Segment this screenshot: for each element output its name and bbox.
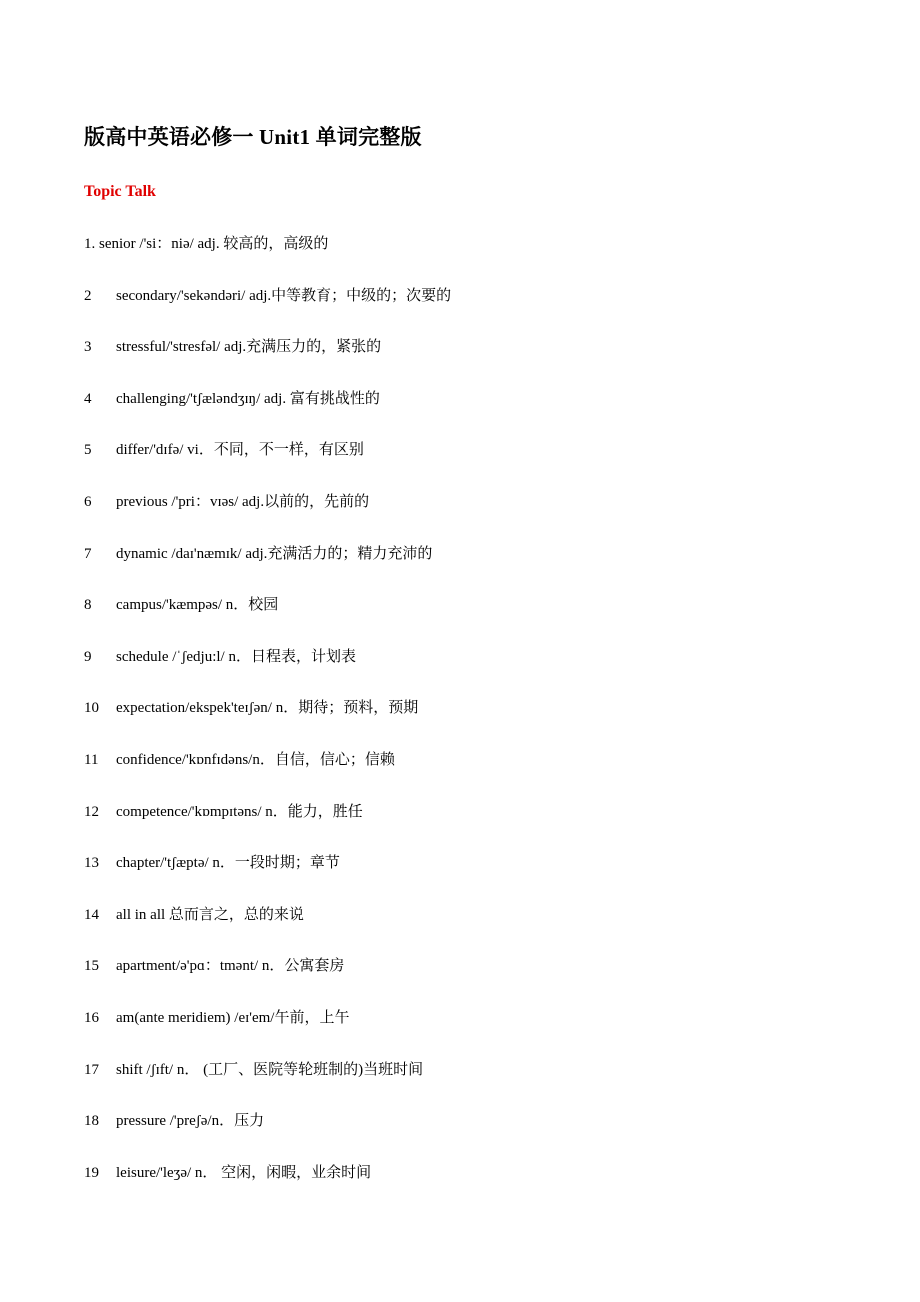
entry-text: dynamic /daɪ'næmɪk/ adj.充满活力的；精力充沛的 <box>116 545 433 562</box>
entry-text: stressful/'stresfəl/ adj.充满压力的，紧张的 <box>116 339 382 356</box>
list-item <box>84 285 884 337</box>
vocabulary-list <box>84 233 884 1213</box>
list-item <box>84 904 884 956</box>
entry-number: 5 <box>84 442 92 459</box>
entry-text: secondary/'sekəndəri/ adj.中等教育；中级的；次要的 <box>116 287 452 304</box>
document-title: 版高中英语必修一 Unit1 单词完整版 <box>84 125 422 149</box>
entry-number: 13 <box>84 855 99 872</box>
entry-number: 9 <box>84 648 92 665</box>
entry-number: 11 <box>84 751 99 768</box>
entry-number: 18 <box>84 1113 99 1130</box>
entry-number: 10 <box>84 700 99 717</box>
entry-text: shift /ʃɪft/ n． (工厂、医院等轮班制的)当班时间 <box>116 1061 424 1078</box>
list-item <box>84 439 884 491</box>
list-item <box>84 336 884 388</box>
entry-text: differ/'dɪfə/ vi．不同，不一样，有区别 <box>116 442 364 459</box>
entry-text: chapter/'tʃæptə/ n．一段时期；章节 <box>116 855 340 872</box>
entry-number: 8 <box>84 597 92 614</box>
entry-text: previous /'pri：vɪəs/ adj.以前的，先前的 <box>116 493 370 510</box>
list-item <box>84 491 884 543</box>
list-item <box>84 543 884 595</box>
entry-text: confidence/'kɒnfɪdəns/n．自信，信心；信赖 <box>116 751 395 768</box>
list-item <box>84 594 884 646</box>
section-heading: Topic Talk <box>84 183 156 200</box>
entry-text: leisure/'leʒə/ n． 空闲，闲暇，业余时间 <box>116 1164 372 1181</box>
entry-number: 19 <box>84 1164 99 1181</box>
entry-number: 6 <box>84 493 92 510</box>
entry-number: 15 <box>84 958 99 975</box>
entry-text: challenging/'tʃæləndʒɪŋ/ adj. 富有挑战性的 <box>116 390 380 407</box>
entry-number: 12 <box>84 803 99 820</box>
list-item <box>84 1007 884 1059</box>
list-item <box>84 233 884 285</box>
list-item <box>84 388 884 440</box>
entry-text: am(ante meridiem) /eɪ'em/午前，上午 <box>116 1009 350 1026</box>
list-item <box>84 697 884 749</box>
entry-text: apartment/ə'pɑ：tmənt/ n．公寓套房 <box>116 958 345 975</box>
entry-text: schedule /ˈʃedju:l/ n．日程表，计划表 <box>116 648 356 665</box>
entry-number: 2 <box>84 287 92 304</box>
list-item <box>84 1162 884 1214</box>
entry-number: 14 <box>84 906 99 923</box>
list-item <box>84 1110 884 1162</box>
list-item <box>84 801 884 853</box>
entry-number: 7 <box>84 545 92 562</box>
entry-text: all in all 总而言之，总的来说 <box>116 906 304 923</box>
entry-text: pressure /'preʃə/n．压力 <box>116 1113 265 1130</box>
entry-text: competence/'kɒmpɪtəns/ n．能力，胜任 <box>116 803 363 820</box>
entry-number: 4 <box>84 390 92 407</box>
list-item <box>84 749 884 801</box>
entry-number: 17 <box>84 1061 99 1078</box>
list-item <box>84 955 884 1007</box>
entry-text: expectation/ekspek'teɪʃən/ n．期待；预料，预期 <box>116 700 419 717</box>
list-item <box>84 852 884 904</box>
list-item <box>84 646 884 698</box>
list-item <box>84 1059 884 1111</box>
entry-number: 16 <box>84 1009 99 1026</box>
entry-text: campus/'kæmpəs/ n．校园 <box>116 597 279 614</box>
entry-text: 1. senior /'si：niə/ adj. 较高的，高级的 <box>84 236 329 252</box>
entry-number: 3 <box>84 339 92 356</box>
